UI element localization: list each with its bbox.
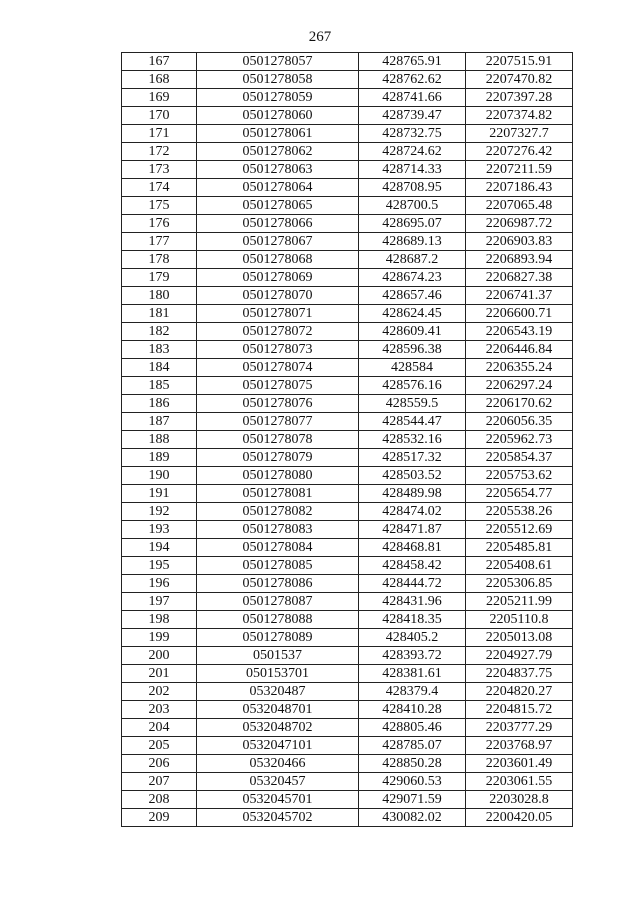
table-row <box>122 251 573 269</box>
y-coordinate-cell: 2205485.81 <box>466 539 573 557</box>
table-row <box>122 485 573 503</box>
table-row <box>122 233 573 251</box>
row-index-cell: 209 <box>122 809 197 827</box>
parcel-code-cell: 0501278065 <box>197 197 359 215</box>
table-row <box>122 341 573 359</box>
row-index-cell: 178 <box>122 251 197 269</box>
table-row <box>122 71 573 89</box>
row-index-cell: 195 <box>122 557 197 575</box>
x-coordinate-cell: 428544.47 <box>359 413 466 431</box>
x-coordinate-cell: 428576.16 <box>359 377 466 395</box>
table-row <box>122 143 573 161</box>
row-index-cell: 202 <box>122 683 197 701</box>
row-index-cell: 208 <box>122 791 197 809</box>
table-row <box>122 809 573 827</box>
table-row <box>122 665 573 683</box>
y-coordinate-cell: 2206446.84 <box>466 341 573 359</box>
row-index-cell: 174 <box>122 179 197 197</box>
y-coordinate-cell: 2207397.28 <box>466 89 573 107</box>
x-coordinate-cell: 428609.41 <box>359 323 466 341</box>
y-coordinate-cell: 2207470.82 <box>466 71 573 89</box>
parcel-code-cell: 0501537 <box>197 647 359 665</box>
row-index-cell: 194 <box>122 539 197 557</box>
page-number: 267 <box>308 29 332 45</box>
table-row <box>122 683 573 701</box>
parcel-code-cell: 0501278073 <box>197 341 359 359</box>
parcel-code-cell: 0501278066 <box>197 215 359 233</box>
y-coordinate-cell: 2205962.73 <box>466 431 573 449</box>
parcel-code-cell: 0501278075 <box>197 377 359 395</box>
row-index-cell: 173 <box>122 161 197 179</box>
x-coordinate-cell: 428517.32 <box>359 449 466 467</box>
table-row <box>122 449 573 467</box>
row-index-cell: 197 <box>122 593 197 611</box>
parcel-code-cell: 0501278064 <box>197 179 359 197</box>
parcel-code-cell: 0501278089 <box>197 629 359 647</box>
parcel-code-cell: 0501278059 <box>197 89 359 107</box>
parcel-code-cell: 05320466 <box>197 755 359 773</box>
y-coordinate-cell: 2206987.72 <box>466 215 573 233</box>
y-coordinate-cell: 2206741.37 <box>466 287 573 305</box>
table-row <box>122 629 573 647</box>
x-coordinate-cell: 428431.96 <box>359 593 466 611</box>
x-coordinate-cell: 429060.53 <box>359 773 466 791</box>
x-coordinate-cell: 428381.61 <box>359 665 466 683</box>
parcel-code-cell: 0501278072 <box>197 323 359 341</box>
row-index-cell: 167 <box>122 53 197 71</box>
row-index-cell: 177 <box>122 233 197 251</box>
y-coordinate-cell: 2207211.59 <box>466 161 573 179</box>
y-coordinate-cell: 2206903.83 <box>466 233 573 251</box>
row-index-cell: 181 <box>122 305 197 323</box>
x-coordinate-cell: 428596.38 <box>359 341 466 359</box>
x-coordinate-cell: 428410.28 <box>359 701 466 719</box>
x-coordinate-cell: 428765.91 <box>359 53 466 71</box>
x-coordinate-cell: 428695.07 <box>359 215 466 233</box>
row-index-cell: 183 <box>122 341 197 359</box>
y-coordinate-cell: 2207374.82 <box>466 107 573 125</box>
y-coordinate-cell: 2205854.37 <box>466 449 573 467</box>
y-coordinate-cell: 2205013.08 <box>466 629 573 647</box>
parcel-code-cell: 05320487 <box>197 683 359 701</box>
x-coordinate-cell: 428393.72 <box>359 647 466 665</box>
y-coordinate-cell: 2206355.24 <box>466 359 573 377</box>
row-index-cell: 170 <box>122 107 197 125</box>
y-coordinate-cell: 2203777.29 <box>466 719 573 737</box>
table-row <box>122 53 573 71</box>
y-coordinate-cell: 2207327.7 <box>466 125 573 143</box>
x-coordinate-cell: 428624.45 <box>359 305 466 323</box>
coordinates-table <box>121 52 573 827</box>
y-coordinate-cell: 2204837.75 <box>466 665 573 683</box>
parcel-code-cell: 0501278083 <box>197 521 359 539</box>
x-coordinate-cell: 429071.59 <box>359 791 466 809</box>
y-coordinate-cell: 2205654.77 <box>466 485 573 503</box>
table-row <box>122 305 573 323</box>
y-coordinate-cell: 2206297.24 <box>466 377 573 395</box>
parcel-code-cell: 0501278081 <box>197 485 359 503</box>
parcel-code-cell: 0532045702 <box>197 809 359 827</box>
row-index-cell: 188 <box>122 431 197 449</box>
row-index-cell: 201 <box>122 665 197 683</box>
row-index-cell: 175 <box>122 197 197 215</box>
row-index-cell: 176 <box>122 215 197 233</box>
row-index-cell: 171 <box>122 125 197 143</box>
y-coordinate-cell: 2206170.62 <box>466 395 573 413</box>
y-coordinate-cell: 2204927.79 <box>466 647 573 665</box>
y-coordinate-cell: 2206600.71 <box>466 305 573 323</box>
row-index-cell: 196 <box>122 575 197 593</box>
row-index-cell: 199 <box>122 629 197 647</box>
table-row <box>122 323 573 341</box>
x-coordinate-cell: 428418.35 <box>359 611 466 629</box>
parcel-code-cell: 0501278070 <box>197 287 359 305</box>
parcel-code-cell: 0501278068 <box>197 251 359 269</box>
table-row <box>122 161 573 179</box>
table-row <box>122 539 573 557</box>
row-index-cell: 190 <box>122 467 197 485</box>
parcel-code-cell: 0501278067 <box>197 233 359 251</box>
table-row <box>122 521 573 539</box>
row-index-cell: 193 <box>122 521 197 539</box>
y-coordinate-cell: 2206893.94 <box>466 251 573 269</box>
parcel-code-cell: 0532048702 <box>197 719 359 737</box>
table-row <box>122 413 573 431</box>
table-row <box>122 287 573 305</box>
y-coordinate-cell: 2205512.69 <box>466 521 573 539</box>
parcel-code-cell: 0501278058 <box>197 71 359 89</box>
x-coordinate-cell: 428762.62 <box>359 71 466 89</box>
table-row <box>122 107 573 125</box>
parcel-code-cell: 0501278074 <box>197 359 359 377</box>
row-index-cell: 186 <box>122 395 197 413</box>
row-index-cell: 180 <box>122 287 197 305</box>
x-coordinate-cell: 428489.98 <box>359 485 466 503</box>
y-coordinate-cell: 2205538.26 <box>466 503 573 521</box>
row-index-cell: 185 <box>122 377 197 395</box>
x-coordinate-cell: 428474.02 <box>359 503 466 521</box>
y-coordinate-cell: 2205753.62 <box>466 467 573 485</box>
row-index-cell: 191 <box>122 485 197 503</box>
table-row <box>122 557 573 575</box>
y-coordinate-cell: 2207065.48 <box>466 197 573 215</box>
y-coordinate-cell: 2207276.42 <box>466 143 573 161</box>
table-row <box>122 719 573 737</box>
row-index-cell: 187 <box>122 413 197 431</box>
parcel-code-cell: 0501278086 <box>197 575 359 593</box>
x-coordinate-cell: 428687.2 <box>359 251 466 269</box>
row-index-cell: 207 <box>122 773 197 791</box>
row-index-cell: 182 <box>122 323 197 341</box>
y-coordinate-cell: 2203061.55 <box>466 773 573 791</box>
x-coordinate-cell: 428584 <box>359 359 466 377</box>
table-row <box>122 755 573 773</box>
table-row <box>122 791 573 809</box>
x-coordinate-cell: 428379.4 <box>359 683 466 701</box>
x-coordinate-cell: 428444.72 <box>359 575 466 593</box>
x-coordinate-cell: 428805.46 <box>359 719 466 737</box>
row-index-cell: 206 <box>122 755 197 773</box>
parcel-code-cell: 0501278057 <box>197 53 359 71</box>
row-index-cell: 205 <box>122 737 197 755</box>
x-coordinate-cell: 428732.75 <box>359 125 466 143</box>
parcel-code-cell: 0532045701 <box>197 791 359 809</box>
parcel-code-cell: 0501278080 <box>197 467 359 485</box>
row-index-cell: 189 <box>122 449 197 467</box>
row-index-cell: 179 <box>122 269 197 287</box>
x-coordinate-cell: 428785.07 <box>359 737 466 755</box>
parcel-code-cell: 0501278069 <box>197 269 359 287</box>
table-row <box>122 269 573 287</box>
parcel-code-cell: 0501278078 <box>197 431 359 449</box>
table-row <box>122 503 573 521</box>
y-coordinate-cell: 2203601.49 <box>466 755 573 773</box>
table-row <box>122 377 573 395</box>
y-coordinate-cell: 2205211.99 <box>466 593 573 611</box>
parcel-code-cell: 0501278084 <box>197 539 359 557</box>
y-coordinate-cell: 2204815.72 <box>466 701 573 719</box>
x-coordinate-cell: 428700.5 <box>359 197 466 215</box>
parcel-code-cell: 0501278060 <box>197 107 359 125</box>
coordinates-table-body <box>122 53 573 827</box>
x-coordinate-cell: 428559.5 <box>359 395 466 413</box>
parcel-code-cell: 0501278062 <box>197 143 359 161</box>
table-row <box>122 575 573 593</box>
parcel-code-cell: 050153701 <box>197 665 359 683</box>
y-coordinate-cell: 2205110.8 <box>466 611 573 629</box>
y-coordinate-cell: 2206056.35 <box>466 413 573 431</box>
x-coordinate-cell: 428657.46 <box>359 287 466 305</box>
x-coordinate-cell: 428724.62 <box>359 143 466 161</box>
parcel-code-cell: 0501278082 <box>197 503 359 521</box>
row-index-cell: 184 <box>122 359 197 377</box>
x-coordinate-cell: 428689.13 <box>359 233 466 251</box>
table-row <box>122 647 573 665</box>
x-coordinate-cell: 428739.47 <box>359 107 466 125</box>
x-coordinate-cell: 428708.95 <box>359 179 466 197</box>
row-index-cell: 200 <box>122 647 197 665</box>
y-coordinate-cell: 2206543.19 <box>466 323 573 341</box>
x-coordinate-cell: 428674.23 <box>359 269 466 287</box>
table-row <box>122 359 573 377</box>
y-coordinate-cell: 2204820.27 <box>466 683 573 701</box>
y-coordinate-cell: 2207186.43 <box>466 179 573 197</box>
x-coordinate-cell: 428458.42 <box>359 557 466 575</box>
y-coordinate-cell: 2207515.91 <box>466 53 573 71</box>
y-coordinate-cell: 2205306.85 <box>466 575 573 593</box>
parcel-code-cell: 0501278071 <box>197 305 359 323</box>
x-coordinate-cell: 428471.87 <box>359 521 466 539</box>
table-row <box>122 467 573 485</box>
row-index-cell: 198 <box>122 611 197 629</box>
x-coordinate-cell: 428741.66 <box>359 89 466 107</box>
x-coordinate-cell: 428714.33 <box>359 161 466 179</box>
y-coordinate-cell: 2203028.8 <box>466 791 573 809</box>
table-row <box>122 431 573 449</box>
parcel-code-cell: 0501278088 <box>197 611 359 629</box>
row-index-cell: 192 <box>122 503 197 521</box>
table-row <box>122 593 573 611</box>
parcel-code-cell: 0501278079 <box>197 449 359 467</box>
row-index-cell: 203 <box>122 701 197 719</box>
y-coordinate-cell: 2206827.38 <box>466 269 573 287</box>
parcel-code-cell: 0532047101 <box>197 737 359 755</box>
parcel-code-cell: 05320457 <box>197 773 359 791</box>
y-coordinate-cell: 2200420.05 <box>466 809 573 827</box>
x-coordinate-cell: 428405.2 <box>359 629 466 647</box>
x-coordinate-cell: 428850.28 <box>359 755 466 773</box>
table-row <box>122 395 573 413</box>
row-index-cell: 169 <box>122 89 197 107</box>
table-row <box>122 701 573 719</box>
y-coordinate-cell: 2205408.61 <box>466 557 573 575</box>
y-coordinate-cell: 2203768.97 <box>466 737 573 755</box>
row-index-cell: 172 <box>122 143 197 161</box>
x-coordinate-cell: 428503.52 <box>359 467 466 485</box>
table-row <box>122 737 573 755</box>
parcel-code-cell: 0501278076 <box>197 395 359 413</box>
table-row <box>122 125 573 143</box>
table-row <box>122 611 573 629</box>
table-row <box>122 215 573 233</box>
parcel-code-cell: 0532048701 <box>197 701 359 719</box>
row-index-cell: 204 <box>122 719 197 737</box>
parcel-code-cell: 0501278077 <box>197 413 359 431</box>
x-coordinate-cell: 428468.81 <box>359 539 466 557</box>
table-row <box>122 179 573 197</box>
parcel-code-cell: 0501278087 <box>197 593 359 611</box>
row-index-cell: 168 <box>122 71 197 89</box>
parcel-code-cell: 0501278085 <box>197 557 359 575</box>
table-row <box>122 197 573 215</box>
parcel-code-cell: 0501278061 <box>197 125 359 143</box>
table-row <box>122 773 573 791</box>
x-coordinate-cell: 430082.02 <box>359 809 466 827</box>
table-row <box>122 89 573 107</box>
x-coordinate-cell: 428532.16 <box>359 431 466 449</box>
parcel-code-cell: 0501278063 <box>197 161 359 179</box>
